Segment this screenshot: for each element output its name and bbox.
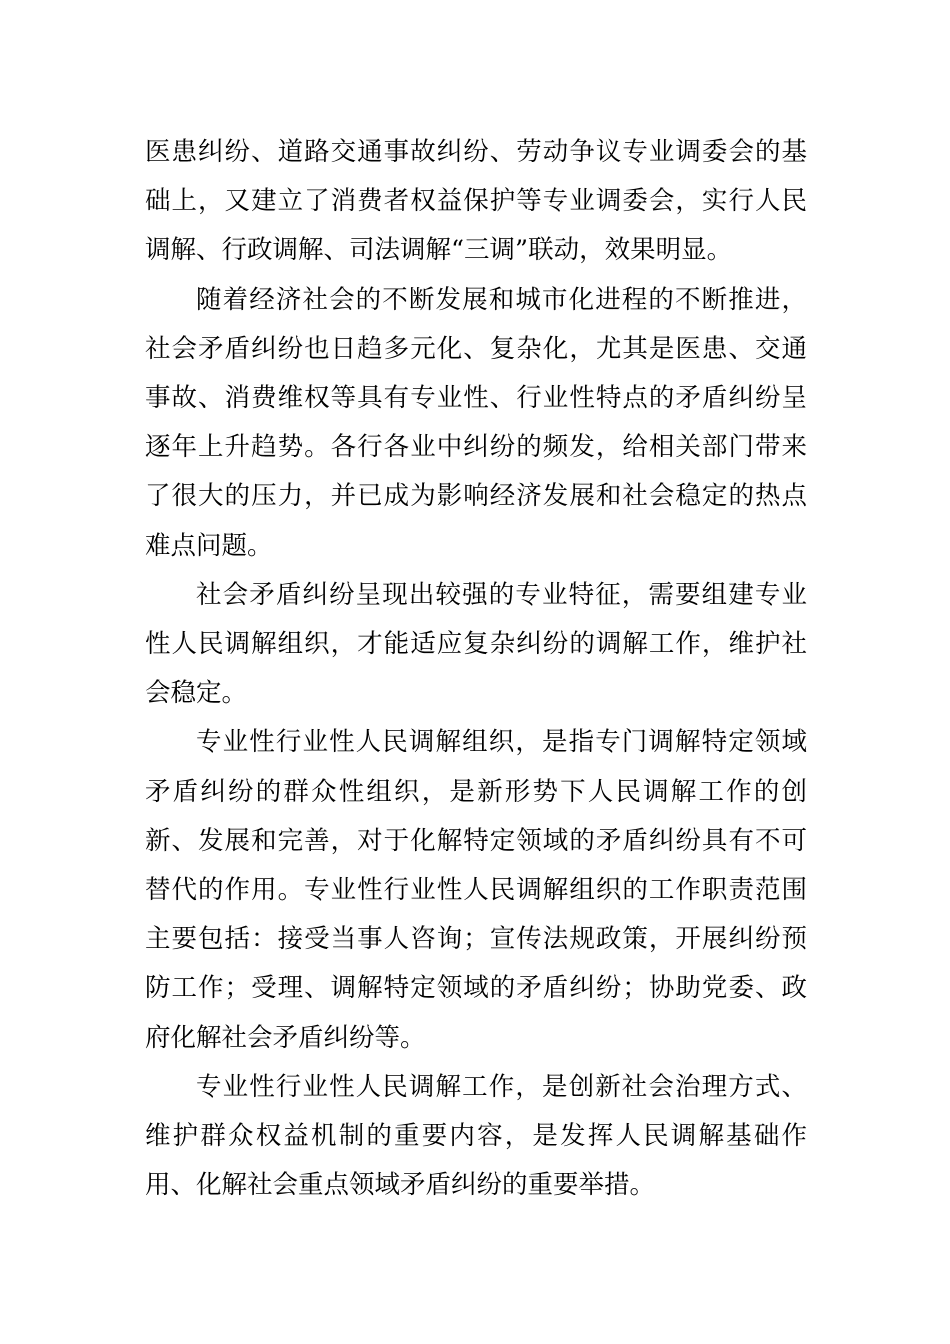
paragraph: 随着经济社会的不断发展和城市化进程的不断推进，社会矛盾纠纷也日趋多元化、复杂化，尤其是医患、交通事故、消费维权等具有专业性、行业性特点的矛盾纠纷呈逐年上升趋势。各行各业中纠纷的频发，给相关部门带来了很大的压力，并已成为影响经济发展和社会稳定的热点难点问题。 (145, 284, 807, 561)
paragraph-continued: 医患纠纷、道路交通事故纠纷、劳动争议专业调委会的基础上，又建立了消费者权益保护等专业调委会，实行人民调解、行政调解、司法调解“三调”联动，效果明显。 (145, 137, 807, 266)
paragraph: 专业性行业性人民调解组织，是指专门调解特定领域矛盾纠纷的群众性组织，是新形势下人民调解工作的创新、发展和完善，对于化解特定领域的矛盾纠纷具有不可替代的作用。专业性行业性人民调解组织的工作职责范围主要包括：接受当事人咨询；宣传法规政策，开展纠纷预防工作；受理、调解特定领域的矛盾纠纷；协助党委、政府化解社会矛盾纠纷等。 (145, 727, 807, 1053)
body-text (145, 128, 807, 1210)
paragraph: 社会矛盾纠纷呈现出较强的专业特征，需要组建专业性人民调解组织，才能适应复杂纠纷的调解工作，维护社会稳定。 (145, 579, 807, 709)
paragraph: 专业性行业性人民调解工作，是创新社会治理方式、维护群众权益机制的重要内容，是发挥人民调解基础作用、化解社会重点领域矛盾纠纷的重要举措。 (145, 1071, 807, 1201)
